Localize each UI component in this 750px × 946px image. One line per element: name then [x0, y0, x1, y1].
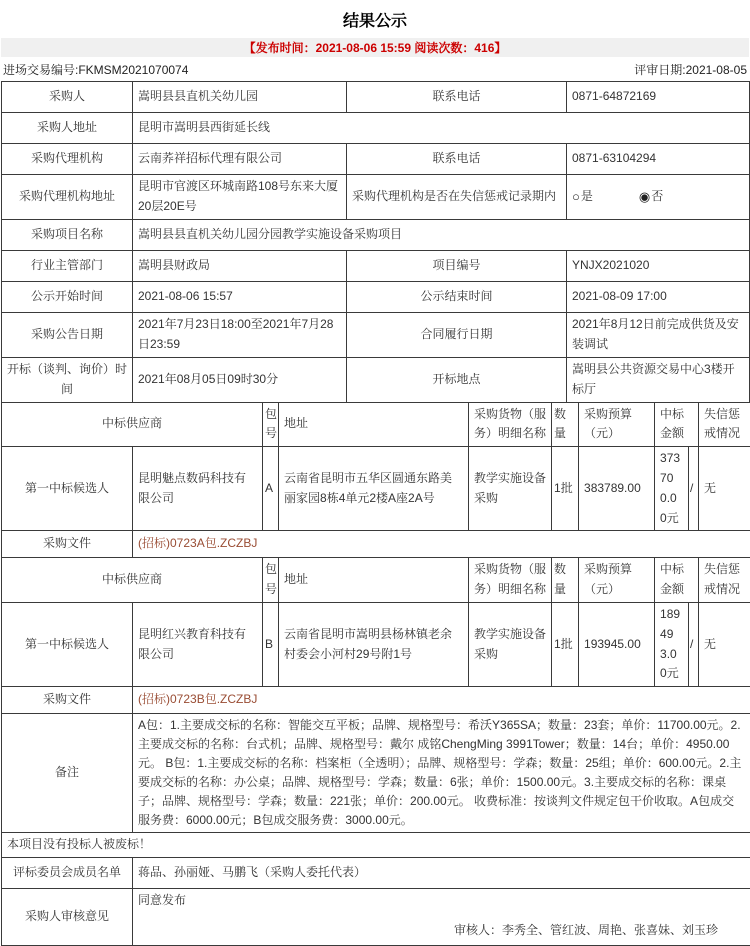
supplier-name: 昆明红兴教育科技有限公司: [133, 602, 263, 686]
supplier-package: A: [263, 447, 279, 531]
supplier-detail: 教学实施设备采购: [469, 602, 552, 686]
table-row: [2, 113, 750, 144]
col-qty: 数量: [552, 558, 579, 603]
supplier-row: [2, 602, 750, 686]
col-address: 地址: [279, 402, 469, 447]
purchaser-addr-label: 采购人地址: [2, 113, 133, 144]
col-detail: 采购货物（服务）明细名称: [469, 558, 552, 603]
col-supplier: 中标供应商: [2, 402, 263, 447]
credit-no-label: 否: [651, 187, 663, 207]
audit-row: [2, 888, 750, 945]
procurement-file-row: [2, 531, 750, 558]
remark-label: 备注: [2, 714, 133, 833]
file-label: 采购文件: [2, 531, 133, 558]
procurement-file-link[interactable]: (招标)0723B包.ZCZBJ: [133, 687, 750, 714]
meta-line: [1, 57, 749, 81]
supplier-slash: /: [689, 447, 699, 531]
project-name-label: 采购项目名称: [2, 220, 133, 251]
agency-addr-value: 昆明市官渡区环城南路108号东来大厦20层20E号: [133, 175, 347, 220]
agency-label: 采购代理机构: [2, 144, 133, 175]
purchaser-value: 嵩明县县直机关幼儿园: [133, 82, 347, 113]
col-amount: 中标金额: [655, 402, 699, 447]
no-reject-notice: 本项目没有投标人被废标！: [2, 833, 750, 858]
publish-info-band: [1, 38, 749, 57]
supplier-credit: 无: [699, 447, 750, 531]
table-row: [2, 313, 750, 358]
radio-checked-icon[interactable]: ◉: [639, 186, 650, 207]
review-date: 评审日期:2021-08-05: [634, 61, 747, 78]
project-name-value: 嵩明县县直机关幼儿园分园教学实施设备采购项目: [133, 220, 750, 251]
table-row: [2, 282, 750, 313]
contract-date-label: 合同履行日期: [347, 313, 567, 358]
publish-info-text: 【发布时间：2021-08-06 15:59 阅读次数：416】: [244, 41, 507, 55]
col-credit: 失信惩戒情况: [699, 558, 750, 603]
footer-table: [1, 713, 750, 946]
col-package: 包号: [263, 402, 279, 447]
credit-radio-yes[interactable]: [572, 186, 593, 207]
purchaser-phone-label: 联系电话: [347, 82, 567, 113]
file-label: 采购文件: [2, 687, 133, 714]
supplier-qty: 1批: [552, 602, 579, 686]
contract-date-value: 2021年8月12日前完成供货及安装调试: [567, 313, 750, 358]
no-reject-row: [2, 833, 750, 858]
announcement-page: [1, 8, 749, 946]
dept-label: 行业主管部门: [2, 251, 133, 282]
bid-open-time-value: 2021年08月05日09时30分: [133, 358, 347, 403]
info-table: [1, 81, 750, 403]
committee-row: [2, 857, 750, 888]
supplier-table-b: [1, 557, 750, 714]
page-title: 结果公示: [1, 8, 749, 31]
auditors-line: 审核人：李秀全、管红波、周艳、张喜妹、刘玉珍: [138, 921, 746, 941]
table-row: [2, 358, 750, 403]
supplier-rank: 第一中标候选人: [2, 602, 133, 686]
agency-addr-label: 采购代理机构地址: [2, 175, 133, 220]
agency-phone-label: 联系电话: [347, 144, 567, 175]
bid-open-time-label: 开标（谈判、询价）时间: [2, 358, 133, 403]
supplier-slash: /: [689, 602, 699, 686]
supplier-name: 昆明魅点数码科技有限公司: [133, 447, 263, 531]
agency-credit-question: 采购代理机构是否在失信惩戒记录期内: [347, 175, 567, 220]
col-amount: 中标金额: [655, 558, 699, 603]
dept-value: 嵩明县财政局: [133, 251, 347, 282]
col-package: 包号: [263, 558, 279, 603]
announce-date-label: 采购公告日期: [2, 313, 133, 358]
procurement-file-row: [2, 687, 750, 714]
table-row: [2, 144, 750, 175]
credit-radio-no[interactable]: [639, 186, 663, 207]
supplier-amount: 373700.00元: [655, 447, 689, 531]
table-row: [2, 220, 750, 251]
table-row: [2, 251, 750, 282]
col-detail: 采购货物（服务）明细名称: [469, 402, 552, 447]
publicity-start-label: 公示开始时间: [2, 282, 133, 313]
purchaser-addr-value: 昆明市嵩明县西街延长线: [133, 113, 750, 144]
audit-opinion: 同意发布: [138, 891, 746, 911]
supplier-rank: 第一中标候选人: [2, 447, 133, 531]
supplier-package: B: [263, 602, 279, 686]
supplier-budget: 193945.00: [579, 602, 655, 686]
project-no-value: YNJX2021020: [567, 251, 750, 282]
publicity-start-value: 2021-08-06 15:57: [133, 282, 347, 313]
purchaser-label: 采购人: [2, 82, 133, 113]
supplier-detail: 教学实施设备采购: [469, 447, 552, 531]
table-row: [2, 175, 750, 220]
remark-row: [2, 714, 750, 833]
col-budget: 采购预算（元）: [579, 558, 655, 603]
supplier-row: [2, 447, 750, 531]
audit-cell: [133, 888, 750, 945]
bid-open-place-value: 嵩明县公共资源交易中心3楼开标厅: [567, 358, 750, 403]
supplier-address: 云南省昆明市五华区圆通东路美丽家园8栋4单元2楼A座2A号: [279, 447, 469, 531]
committee-members: 蒋品、孙丽娅、马鹏飞（采购人委托代表）: [133, 857, 750, 888]
audit-label: 采购人审核意见: [2, 888, 133, 945]
agency-phone-value: 0871-63104294: [567, 144, 750, 175]
col-credit: 失信惩戒情况: [699, 402, 750, 447]
table-row: [2, 82, 750, 113]
radio-unchecked-icon[interactable]: ○: [572, 186, 580, 207]
agency-credit-answer: [567, 175, 750, 220]
supplier-header-row: [2, 402, 750, 447]
col-address: 地址: [279, 558, 469, 603]
supplier-budget: 383789.00: [579, 447, 655, 531]
supplier-amount: 189493.00元: [655, 602, 689, 686]
procurement-file-link[interactable]: (招标)0723A包.ZCZBJ: [133, 531, 750, 558]
agency-value: 云南荞祥招标代理有限公司: [133, 144, 347, 175]
committee-label: 评标委员会成员名单: [2, 857, 133, 888]
col-budget: 采购预算（元）: [579, 402, 655, 447]
purchaser-phone-value: 0871-64872169: [567, 82, 750, 113]
entry-transaction-no: 进场交易编号:FKMSM2021070074: [3, 61, 188, 78]
remark-text: A包：1.主要成交标的名称：智能交互平板；品牌、规格型号：希沃Y365SA；数量：23套；单价：11700.00元。2.主要成交标的名称：台式机；品牌、规格型号：戴尔 成铭ChengMing 3991Tower；数量：14台；单价：4950.00元。 B包：1.主要成交标的名称：档案柜（全透明）；品牌、规格型号：学森；数量：25组；单价：600.00元。2.主要成交标的名称：办公桌；品牌、规格型号：学森；数量：6张；单价：1500.00元。3.主要成交标的名称：课桌子；品牌、规格型号：学森；数量：221张；单价：200.00元。 收费标准：按谈判文件规定包干价收取。A包成交服务费：6000.00元；B包成交服务费：3000.00元。: [133, 714, 750, 833]
supplier-address: 云南省昆明市嵩明县杨林镇老余村委会小河村29号附1号: [279, 602, 469, 686]
col-qty: 数量: [552, 402, 579, 447]
project-no-label: 项目编号: [347, 251, 567, 282]
col-supplier: 中标供应商: [2, 558, 263, 603]
publicity-end-label: 公示结束时间: [347, 282, 567, 313]
credit-yes-label: 是: [581, 187, 593, 207]
supplier-header-row: [2, 558, 750, 603]
announce-date-value: 2021年7月23日18:00至2021年7月28日23:59: [133, 313, 347, 358]
bid-open-place-label: 开标地点: [347, 358, 567, 403]
supplier-table-a: [1, 402, 750, 559]
supplier-qty: 1批: [552, 447, 579, 531]
supplier-credit: 无: [699, 602, 750, 686]
publicity-end-value: 2021-08-09 17:00: [567, 282, 750, 313]
